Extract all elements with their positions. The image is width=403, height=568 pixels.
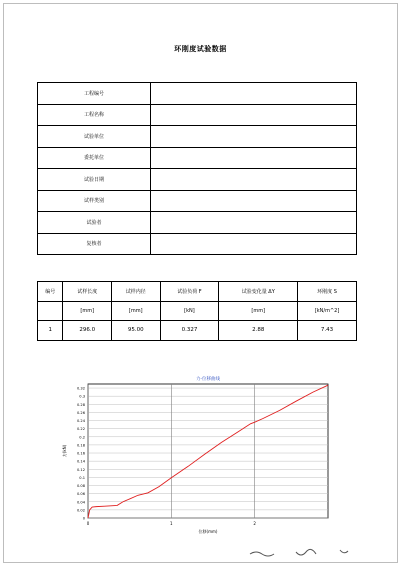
field-label: 工程名称: [38, 104, 151, 126]
y-tick-label: 0.1: [79, 475, 85, 480]
data-cell: 95.00: [111, 321, 160, 341]
table-row: [38, 321, 357, 341]
field-label: 工程编号: [38, 83, 151, 105]
chart-title: 力-位移曲线: [195, 377, 221, 382]
field-value: [151, 147, 357, 169]
unit-cell: [kN]: [160, 301, 219, 321]
column-header: 环刚度 S: [298, 282, 357, 302]
y-tick-label: 0.2: [79, 435, 85, 440]
project-info-table: [37, 82, 357, 255]
y-tick-label: 0.18: [76, 443, 85, 448]
column-header: 试样内径: [111, 282, 160, 302]
y-tick-label: 0.32: [76, 386, 85, 391]
table-row: [38, 83, 357, 105]
column-header: 试验负荷 F: [160, 282, 219, 302]
field-label: 委托单位: [38, 147, 151, 169]
y-tick-label: 0.16: [76, 451, 85, 456]
column-header: 试样长度: [63, 282, 112, 302]
field-label: 复核者: [38, 233, 151, 255]
y-tick-label: 0.26: [76, 410, 85, 415]
unit-cell: [mm]: [219, 301, 298, 321]
field-label: 试验日期: [38, 169, 151, 191]
y-tick-label: 0.14: [76, 459, 85, 464]
y-axis-label: 力(kN): [62, 444, 67, 458]
y-tick-label: 0: [82, 516, 85, 521]
x-axis-label: 位移(mm): [198, 529, 218, 534]
force-displacement-chart: [48, 370, 348, 534]
data-cell: 296.0: [63, 321, 112, 341]
field-label: 试验者: [38, 212, 151, 234]
data-cell: 0.327: [160, 321, 219, 341]
unit-cell: [mm]: [63, 301, 112, 321]
field-value: [151, 104, 357, 126]
y-tick-label: 0.08: [76, 484, 85, 489]
table-row: [38, 190, 357, 212]
field-value: [151, 190, 357, 212]
y-tick-label: 0.3: [79, 394, 85, 399]
y-tick-label: 0.06: [76, 492, 85, 497]
data-cell: 7.43: [298, 321, 357, 341]
column-header: 编号: [38, 282, 63, 302]
table-row: [38, 126, 357, 148]
x-tick-label: 0: [86, 521, 90, 526]
y-tick-label: 0.02: [76, 508, 85, 513]
data-cell: 1: [38, 321, 63, 341]
y-tick-label: 0.22: [76, 427, 85, 432]
field-value: [151, 83, 357, 105]
table-row: [38, 104, 357, 126]
page-title: 环刚度试验数据: [174, 45, 227, 53]
unit-cell: [kN/m^2]: [298, 301, 357, 321]
table-row: [38, 212, 357, 234]
y-tick-label: 0.04: [76, 500, 85, 505]
results-table: [37, 281, 357, 341]
unit-cell: [mm]: [111, 301, 160, 321]
data-cell: 2.88: [219, 321, 298, 341]
x-tick-label: 1: [170, 521, 173, 526]
table-row: [38, 233, 357, 255]
field-value: [151, 212, 357, 234]
y-tick-label: 0.12: [76, 467, 85, 472]
field-value: [151, 126, 357, 148]
table-row: [38, 169, 357, 191]
y-tick-label: 0.24: [76, 419, 85, 424]
field-label: 试验单位: [38, 126, 151, 148]
table-row: [38, 147, 357, 169]
unit-row: [38, 301, 357, 321]
header-row: [38, 282, 357, 302]
x-tick-label: 2: [253, 521, 256, 526]
field-value: [151, 233, 357, 255]
y-tick-label: 0.28: [76, 402, 85, 407]
field-label: 试样类别: [38, 190, 151, 212]
scan-artifacts: [0, 546, 403, 568]
field-value: [151, 169, 357, 191]
column-header: 试验变化量 ΔY: [219, 282, 298, 302]
unit-cell: [38, 301, 63, 321]
